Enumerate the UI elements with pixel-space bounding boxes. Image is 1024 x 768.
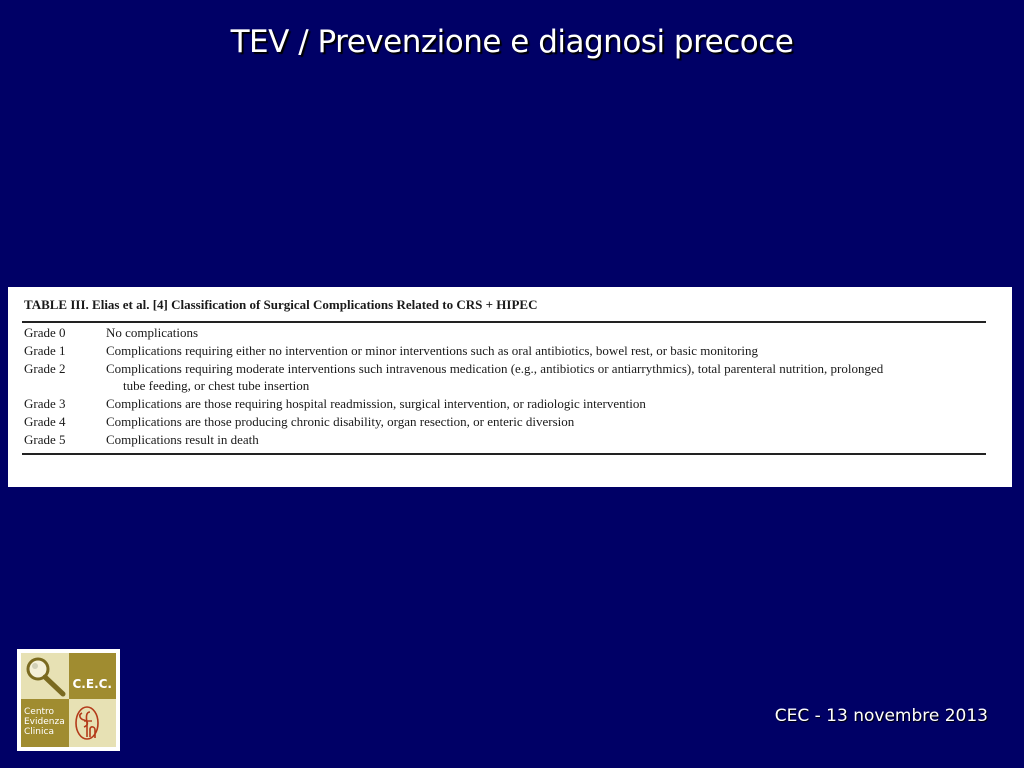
- footer-date: CEC - 13 novembre 2013: [774, 706, 988, 726]
- slide-title: TEV / Prevenzione e diagnosi precoce: [230, 24, 794, 60]
- grade-cell: Grade 0: [24, 325, 66, 340]
- logo-magnifier-quadrant: [21, 653, 69, 699]
- description-line: Complications requiring moderate interventions such intravenous medication (e.g., antibiotics or antiarrythmics), total parenteral nutrition, prolonged: [106, 360, 884, 376]
- table-row: [24, 395, 988, 413]
- logo-text-quadrant: [21, 699, 69, 747]
- description-cell: Complications result in death: [106, 431, 259, 447]
- table-row: [24, 360, 988, 396]
- description-cell: Complications requiring either no intervention or minor interventions such as oral antibiotics, bowel rest, or basic monitoring: [106, 342, 759, 358]
- table-row: [24, 431, 988, 449]
- description-cell: Complications are those requiring hospital readmission, surgical intervention, or radiologic intervention: [106, 396, 646, 412]
- description-cell: Complications are those producing chronic disability, organ resection, or enteric diversion: [106, 413, 575, 429]
- grade-cell: Grade 3: [24, 396, 66, 412]
- description-cell: [106, 360, 988, 396]
- logo-text-line: Clinica: [24, 727, 54, 737]
- grade-cell: Grade 5: [24, 431, 66, 447]
- emblem-icon: [69, 699, 116, 747]
- logo-emblem-quadrant: [69, 699, 116, 747]
- table-rows: [24, 324, 988, 449]
- grade-cell: Grade 1: [24, 342, 66, 358]
- table-row: [24, 324, 988, 342]
- description-continuation: tube feeding, or chest tube insertion: [123, 378, 310, 394]
- table-bottom-rule: [22, 453, 986, 455]
- logo-acronym-quadrant: [69, 653, 116, 699]
- grade-cell: Grade 2: [24, 360, 66, 376]
- table-row: [24, 342, 988, 360]
- logo-text-line: Evidenza: [24, 717, 65, 727]
- logo-acronym: C.E.C.: [72, 677, 112, 691]
- logo-text-line: Centro: [24, 707, 55, 717]
- table-caption: TABLE III. Elias et al. [4] Classification of Surgical Complications Related to CRS + HIPEC: [24, 297, 538, 312]
- magnifier-icon: [21, 653, 69, 699]
- description-cell: No complications: [106, 325, 199, 340]
- table-row: [24, 413, 988, 431]
- cec-logo: [17, 649, 120, 751]
- grade-cell: Grade 4: [24, 413, 66, 429]
- table-top-rule: [22, 321, 986, 323]
- table-image: [8, 287, 1012, 487]
